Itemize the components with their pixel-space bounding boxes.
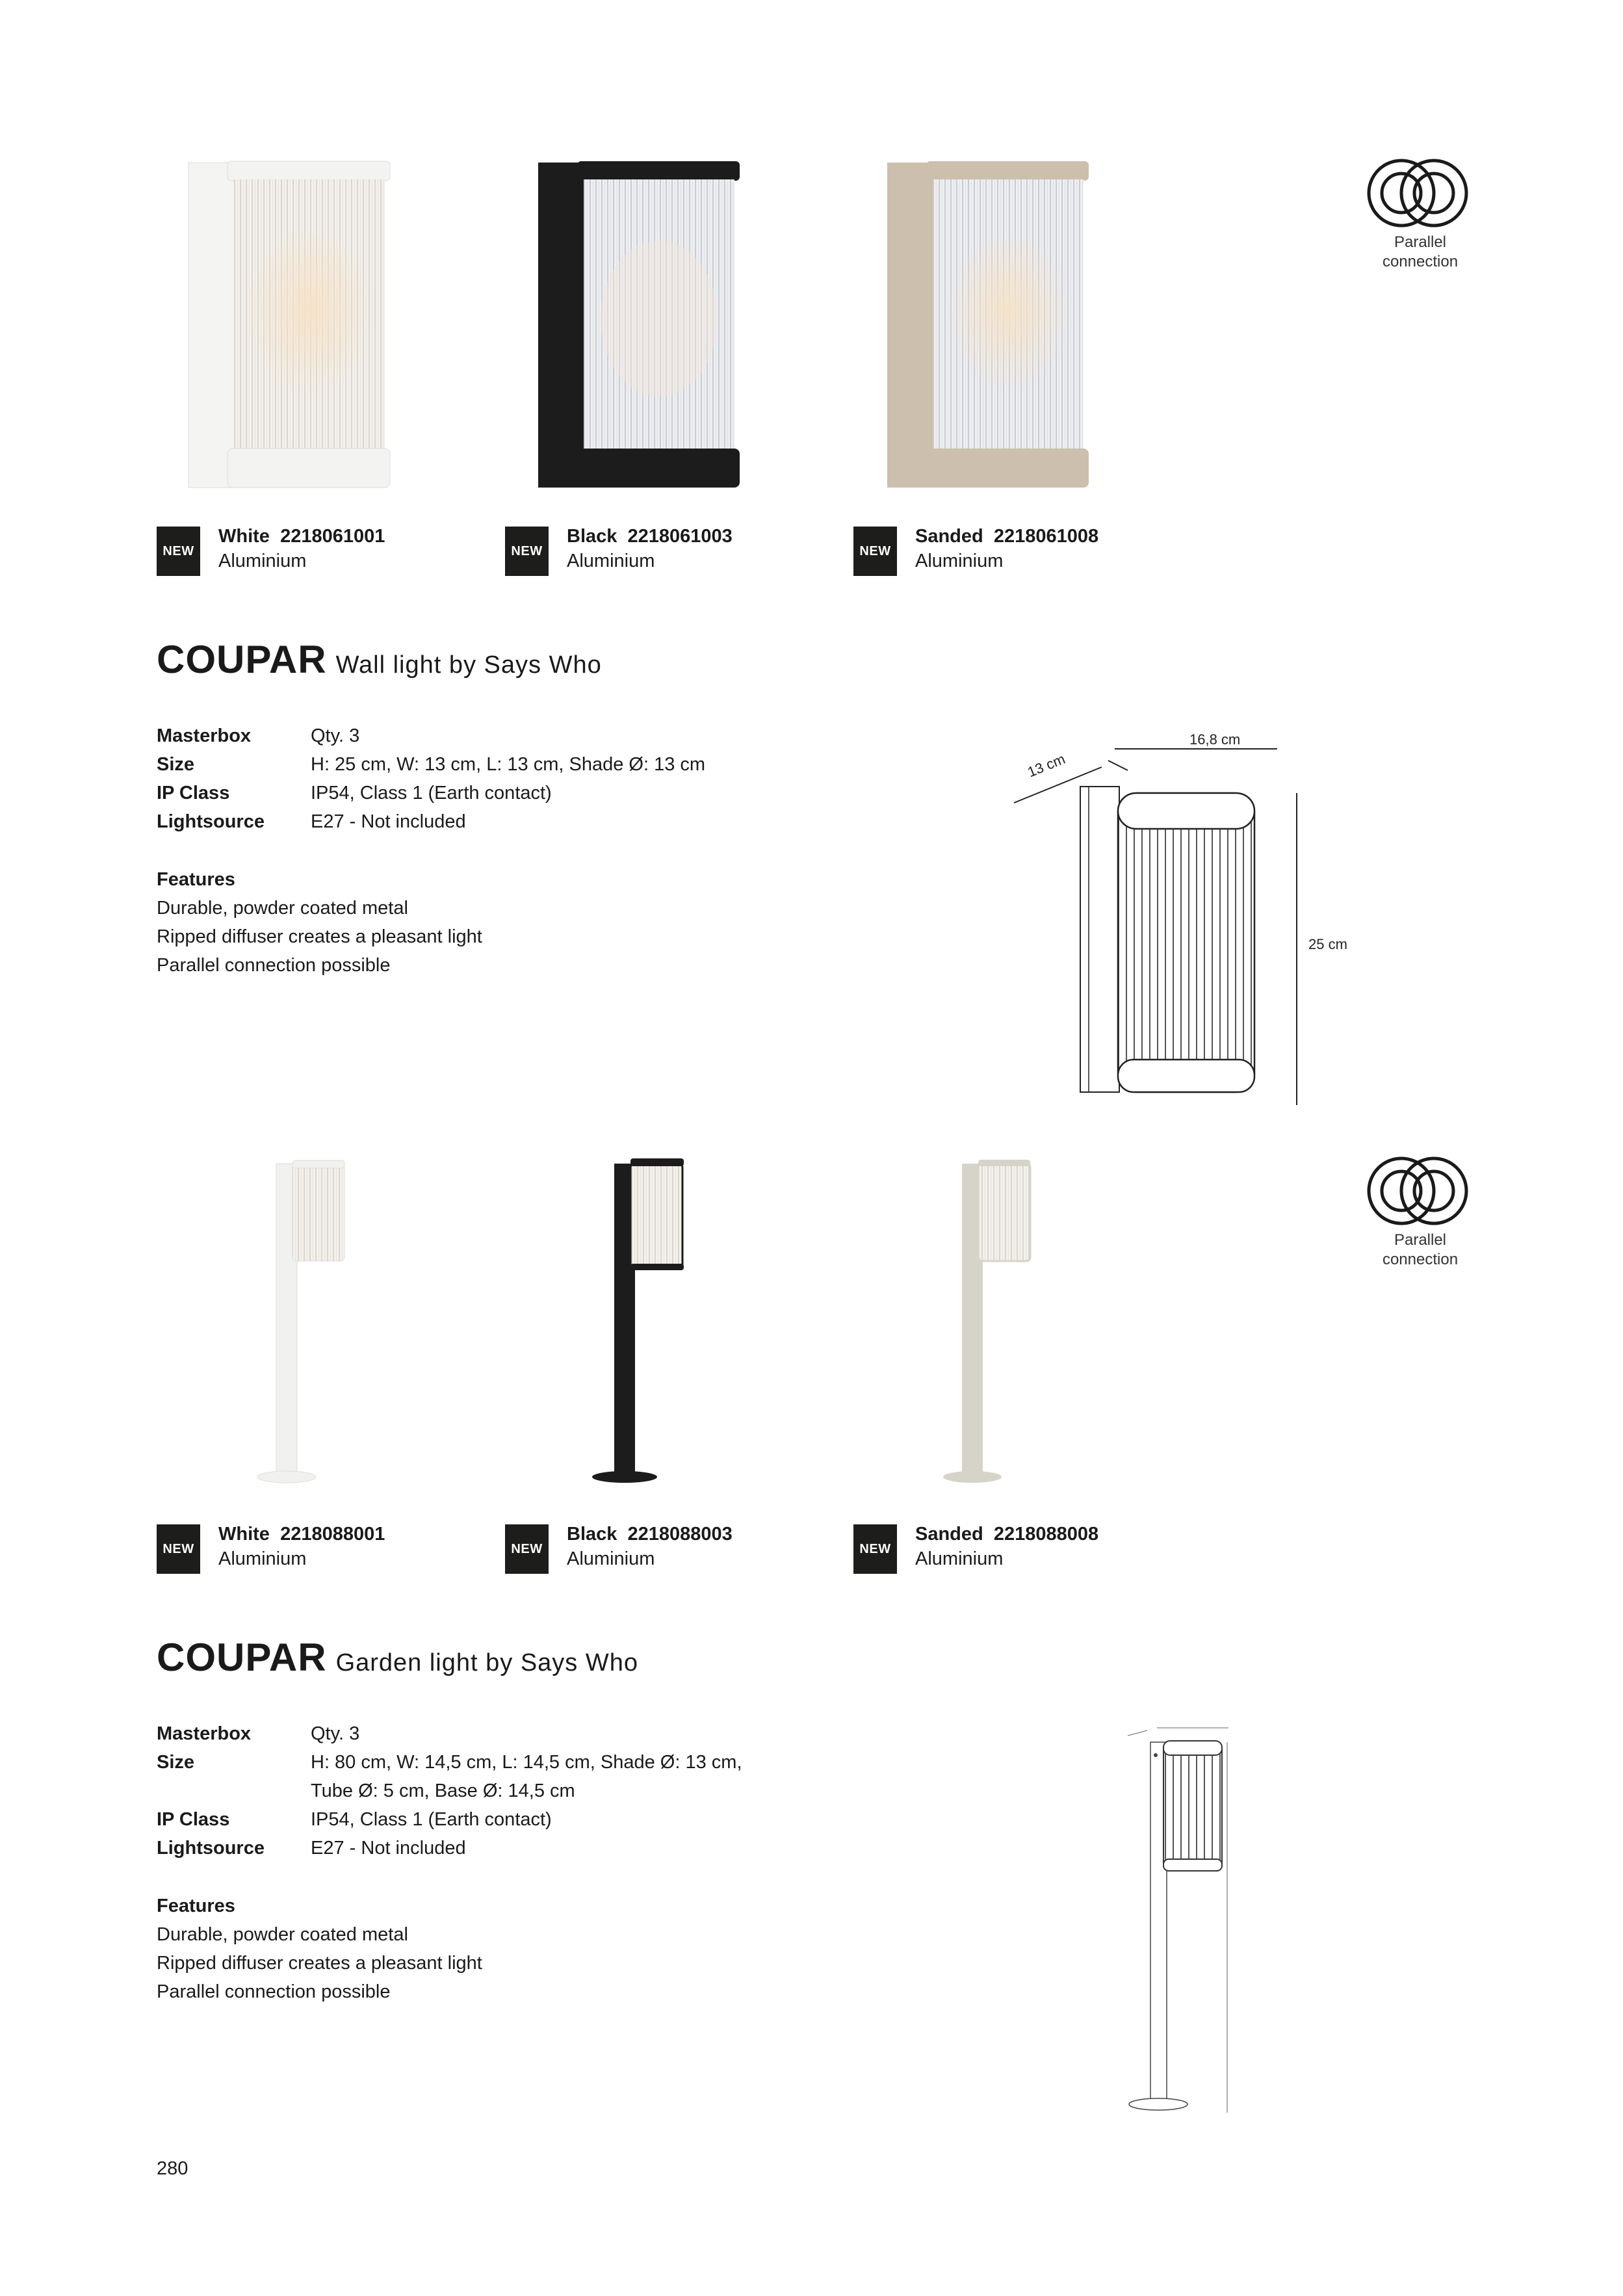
new-badge: NEW <box>853 1524 897 1574</box>
spec-value: E27 - Not included <box>311 811 466 832</box>
feature-item: Parallel connection possible <box>157 1981 391 2002</box>
dimension-height: 25 cm <box>1308 936 1347 952</box>
wall-light-white-image <box>175 156 409 494</box>
parallel-connection-icon <box>1366 1155 1475 1227</box>
spec-label: Masterbox <box>157 725 252 746</box>
garden-light-white-image <box>227 1151 370 1489</box>
product-subtitle: Garden light by Says Who <box>335 1649 638 1676</box>
feature-item: Ripped diffuser creates a pleasant light <box>157 1953 482 1974</box>
garden-light-technical-drawing <box>1118 1723 1248 2119</box>
variant-color: White <box>218 1524 270 1545</box>
features-heading: Features <box>157 869 235 890</box>
variant-code: 2218088008 <box>993 1524 1099 1545</box>
variant-material: Aluminium <box>567 1548 655 1569</box>
garden-spec-table <box>157 1719 766 1862</box>
variant-color: Sanded <box>915 1524 983 1545</box>
new-badge: NEW <box>157 527 200 576</box>
new-badge: NEW <box>853 527 897 576</box>
spec-value: H: 25 cm, W: 13 cm, L: 13 cm, Shade Ø: 13 cm <box>311 754 706 775</box>
variant-code: 2218061001 <box>280 526 385 547</box>
spec-value: Tube Ø: 5 cm, Base Ø: 14,5 cm <box>311 1781 575 1801</box>
dimension-width: 16,8 cm <box>1189 731 1241 748</box>
spec-label: Size <box>157 754 195 775</box>
variant-material: Aluminium <box>915 551 1004 571</box>
parallel-connection-badge <box>1362 1155 1479 1270</box>
variant-code: 2218088003 <box>627 1524 733 1545</box>
variant-color: Black <box>567 1524 617 1545</box>
variant-material: Aluminium <box>915 1548 1004 1569</box>
variant-code: 2218061008 <box>993 526 1099 547</box>
features-heading: Features <box>157 1896 235 1916</box>
variant-code: 2218088001 <box>280 1524 385 1545</box>
garden-features <box>157 1892 482 2006</box>
garden-light-sanded-image <box>923 1151 1066 1489</box>
parallel-connection-badge <box>1362 157 1479 272</box>
page-number: 280 <box>157 2158 188 2179</box>
spec-value: Qty. 3 <box>311 1723 360 1744</box>
spec-label: Masterbox <box>157 1723 252 1744</box>
new-badge: NEW <box>505 1524 549 1574</box>
spec-value: Qty. 3 <box>311 725 360 746</box>
product-name: COUPAR <box>157 638 327 681</box>
variant-material: Aluminium <box>218 551 307 571</box>
garden-product-title <box>157 1635 638 1680</box>
variant-material: Aluminium <box>218 1548 307 1569</box>
feature-item: Parallel connection possible <box>157 955 391 976</box>
wall-product-title <box>157 637 602 682</box>
wall-light-black-image <box>525 156 759 494</box>
garden-light-black-image <box>578 1151 721 1489</box>
feature-item: Ripped diffuser creates a pleasant light <box>157 926 482 947</box>
new-badge: NEW <box>505 527 549 576</box>
dimension-depth: 13 cm <box>1025 750 1068 781</box>
spec-value: IP54, Class 1 (Earth contact) <box>311 783 552 803</box>
parallel-line2: connection <box>1382 1251 1459 1268</box>
wall-light-technical-drawing <box>1001 722 1365 1125</box>
wall-features <box>157 865 482 980</box>
variant-color: Black <box>567 526 617 547</box>
feature-item: Durable, powder coated metal <box>157 1924 408 1945</box>
spec-label: IP Class <box>157 783 230 803</box>
parallel-line2: connection <box>1382 253 1459 270</box>
spec-value: IP54, Class 1 (Earth contact) <box>311 1809 552 1830</box>
parallel-line1: Parallel <box>1394 1231 1447 1249</box>
product-subtitle: Wall light by Says Who <box>335 651 602 679</box>
spec-value: E27 - Not included <box>311 1838 466 1859</box>
variant-code: 2218061003 <box>627 526 733 547</box>
new-badge: NEW <box>157 1524 200 1574</box>
wall-light-sanded-image <box>874 156 1108 494</box>
spec-label: Lightsource <box>157 811 265 832</box>
wall-spec-table <box>157 722 766 836</box>
variant-color: Sanded <box>915 526 983 547</box>
variant-color: White <box>218 526 270 547</box>
parallel-line1: Parallel <box>1394 233 1447 251</box>
spec-label: IP Class <box>157 1809 230 1830</box>
product-name: COUPAR <box>157 1636 327 1679</box>
variant-material: Aluminium <box>567 551 655 571</box>
spec-label: Lightsource <box>157 1838 265 1859</box>
feature-item: Durable, powder coated metal <box>157 898 408 919</box>
spec-value: H: 80 cm, W: 14,5 cm, L: 14,5 cm, Shade Ø: 13 cm, <box>311 1752 742 1773</box>
spec-label: Size <box>157 1752 195 1773</box>
parallel-connection-icon <box>1366 157 1475 229</box>
